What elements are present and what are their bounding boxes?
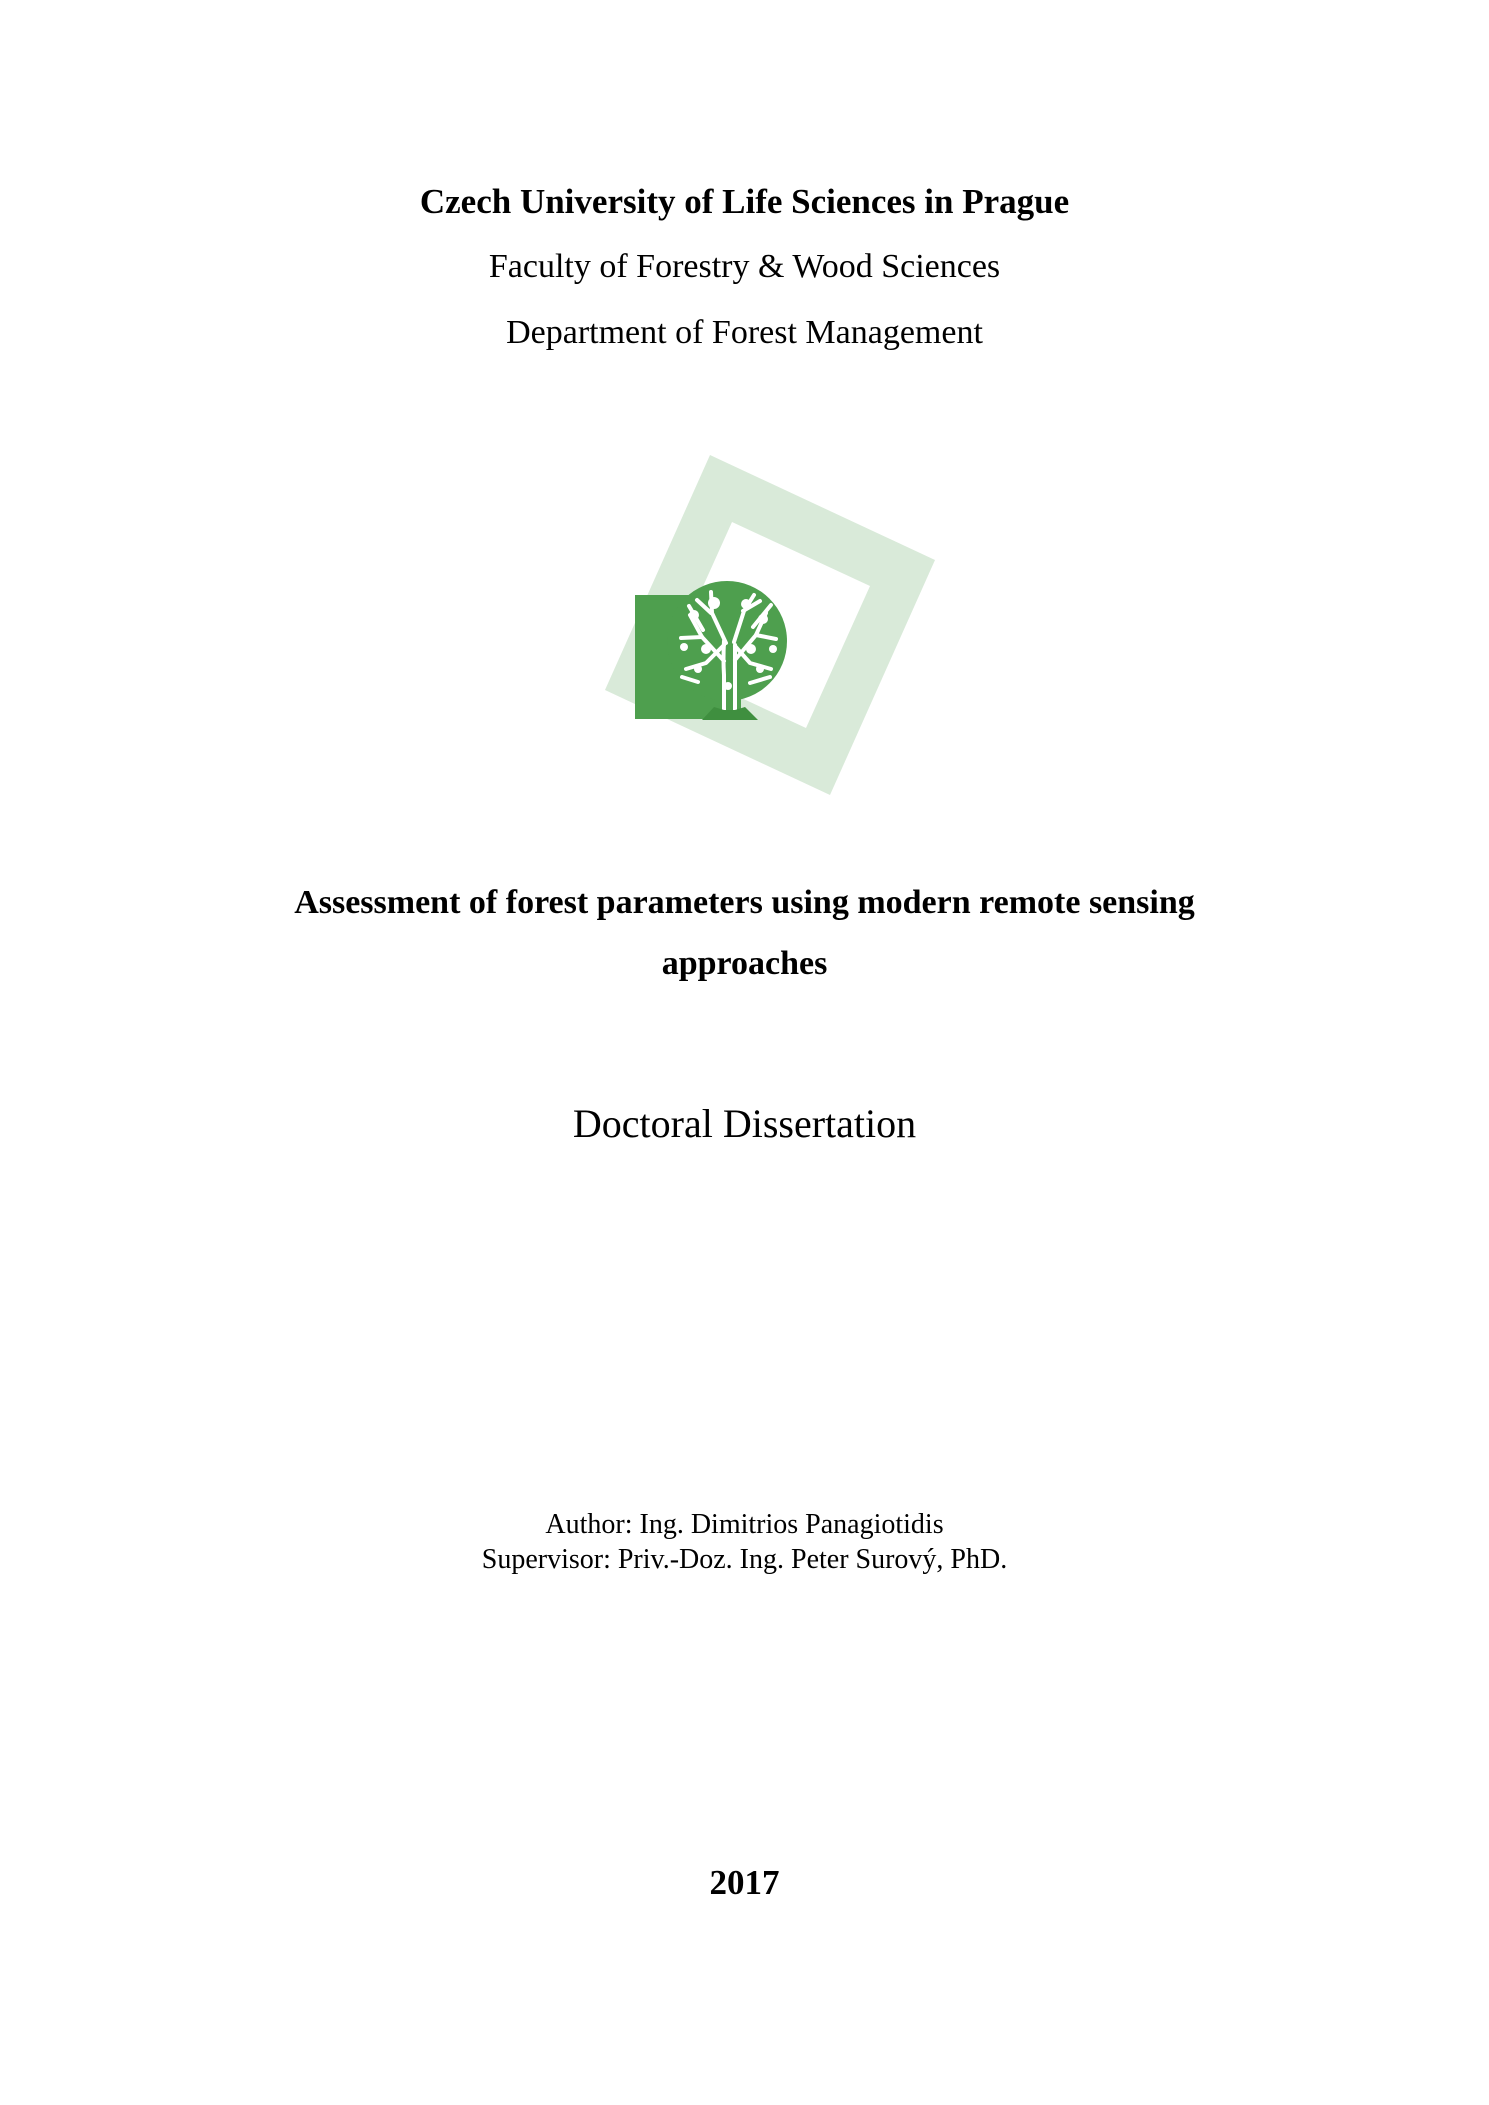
dissertation-title-line-2: approaches bbox=[661, 945, 828, 982]
department-name: Department of Forest Management bbox=[506, 314, 983, 351]
dissertation-title-line-1: Assessment of forest parameters using modern remote sensing bbox=[294, 884, 1195, 921]
document-type: Doctoral Dissertation bbox=[572, 1101, 917, 1146]
supervisor-line: Supervisor: Priv.-Doz. Ing. Peter Surový, PhD. bbox=[481, 1544, 1008, 1575]
university-name: Czech University of Life Sciences in Prague bbox=[419, 182, 1070, 221]
publication-year: 2017 bbox=[709, 1863, 780, 1902]
faculty-name: Faculty of Forestry & Wood Sciences bbox=[488, 248, 1001, 285]
author-line: Author: Ing. Dimitrios Panagiotidis bbox=[545, 1509, 944, 1540]
university-tree-logo-icon bbox=[590, 455, 950, 815]
